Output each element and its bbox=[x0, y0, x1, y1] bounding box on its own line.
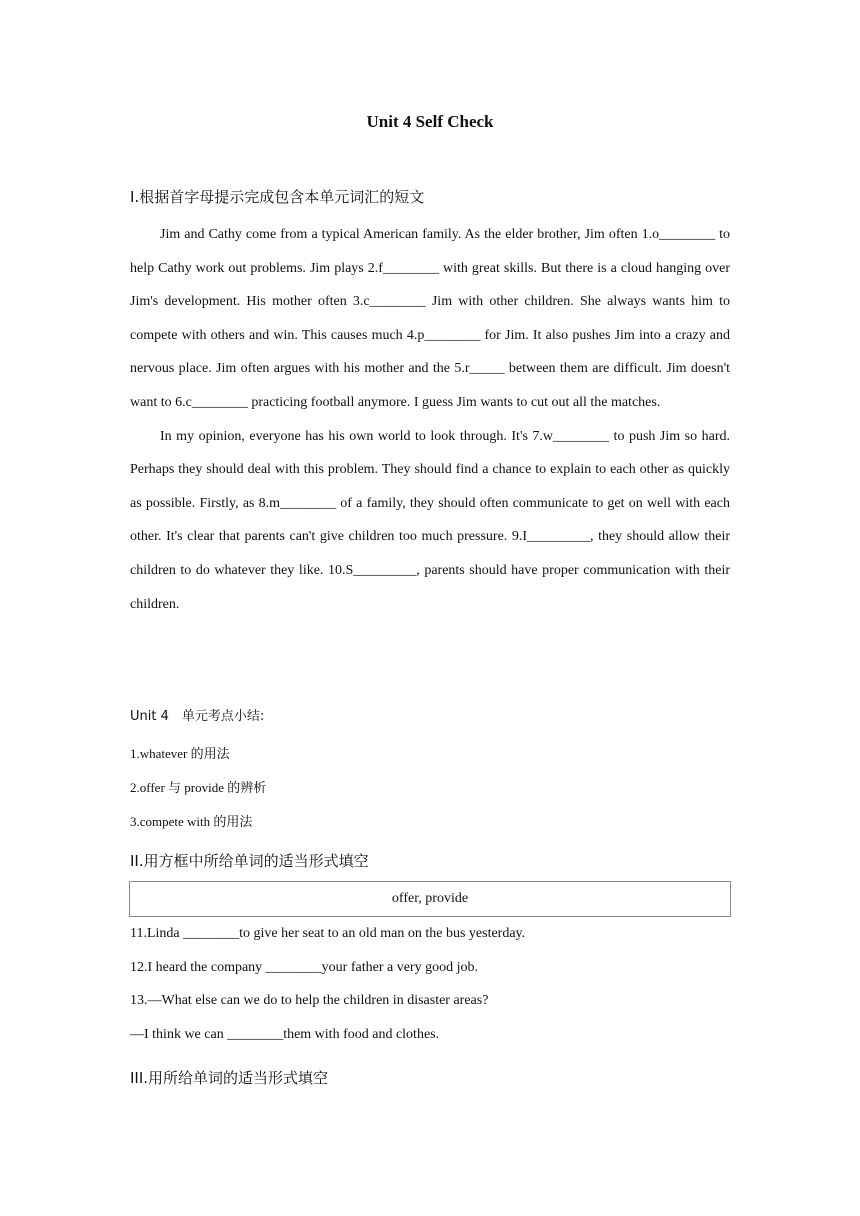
word-box: offer, provide bbox=[129, 881, 731, 917]
page-title: Unit 4 Self Check bbox=[366, 112, 494, 131]
summary-item-3: 3.compete with 的用法 bbox=[130, 814, 253, 829]
passage-paragraph-2: In my opinion, everyone has his own world to look through. It's 7.w________ to push Jim so hard. Perhaps they should deal with this problem. They should find a chance to explain to each other as quickly as possible. Firstly, as 8.m________ of a family, they should often communicate to get on well with each other. It's clear that parents can't give children too much pressure. 9.I_________, they should allow their children to do whatever they like. 10.S_________, parents should have proper communication with their children. bbox=[130, 428, 730, 612]
summary-item-1: 1.whatever 的用法 bbox=[130, 746, 230, 761]
summary-heading: Unit 4 单元考点小结: bbox=[130, 709, 265, 724]
section-2-heading: II.用方框中所给单词的适当形式填空 bbox=[130, 852, 369, 870]
question-13-answer-line: —I think we can ________them with food and clothes. bbox=[130, 1027, 440, 1042]
question-11: 11.Linda ________to give her seat to an old man on the bus yesterday. bbox=[130, 926, 526, 941]
passage bbox=[130, 218, 730, 621]
passage-paragraph-1: Jim and Cathy come from a typical American family. As the elder brother, Jim often 1.o________ to help Cathy work out problems. Jim plays 2.f________ with great skills. But there is a cloud hanging over Jim's development. His mother often 3.c________ Jim with other children. She always wants him to compete with others and win. This causes much 4.p________ for Jim. It also pushes Jim into a crazy and nervous place. Jim often argues with his mother and the 5.r_____ between them are difficult. Jim doesn't want to 6.c________ practicing football anymore. I guess Jim wants to cut out all the matches. bbox=[130, 227, 730, 410]
question-13: 13.—What else can we do to help the children in disaster areas? bbox=[130, 993, 489, 1008]
summary-item-2: 2.offer 与 provide 的辨析 bbox=[130, 780, 267, 795]
section-1-heading: I.根据首字母提示完成包含本单元词汇的短文 bbox=[130, 188, 425, 206]
question-12: 12.I heard the company ________your father a very good job. bbox=[130, 960, 478, 975]
section-3-heading: III.用所给单词的适当形式填空 bbox=[130, 1069, 329, 1087]
